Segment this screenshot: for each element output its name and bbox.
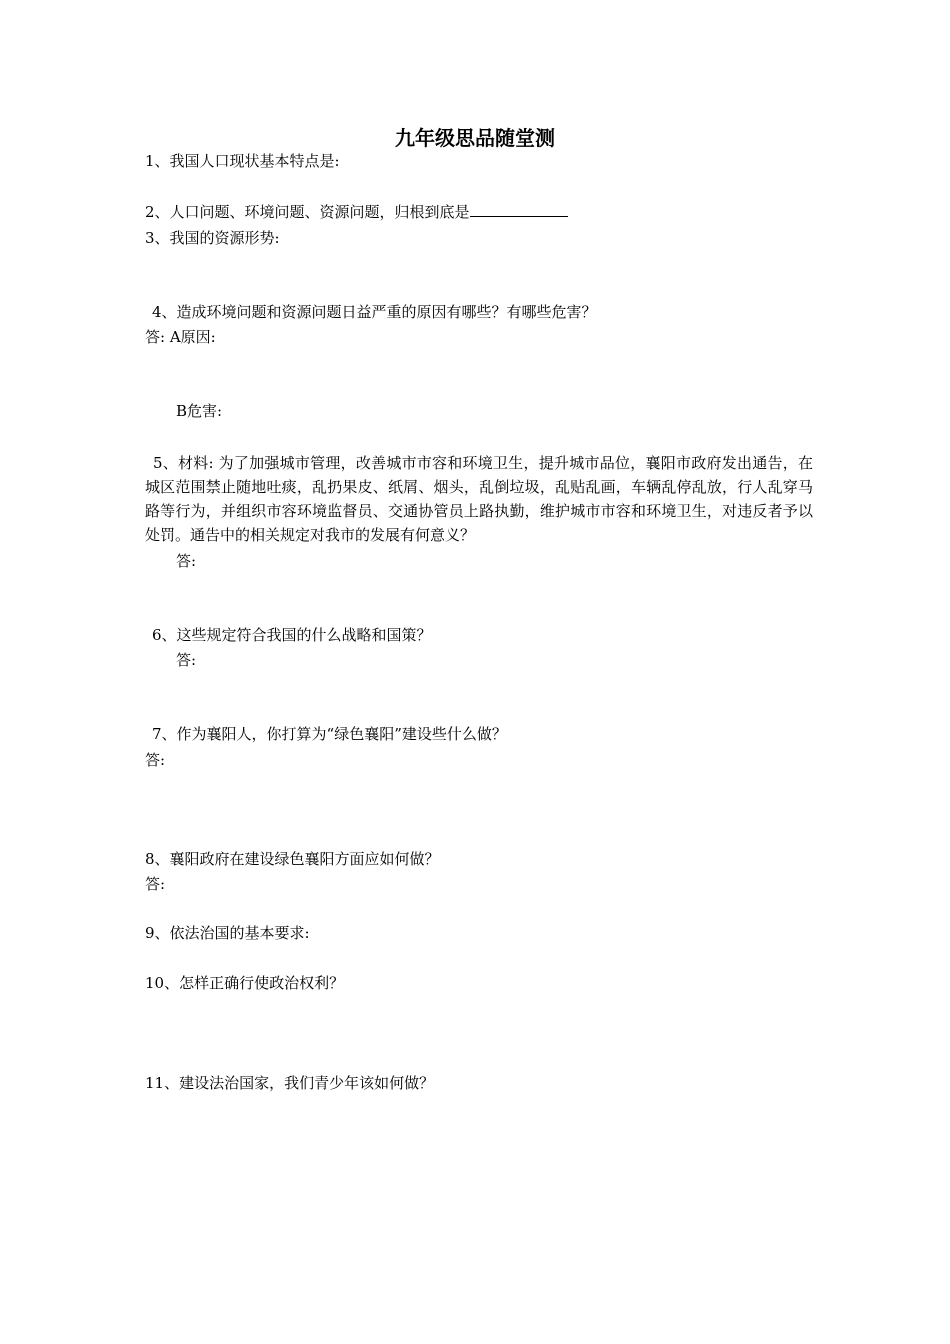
question-7: 7、作为襄阳人，你打算为“绿色襄阳”建设些什么做？ <box>152 725 507 743</box>
question-8-answer: 答: <box>145 875 166 893</box>
page-title: 九年级思品随堂测 <box>395 126 555 150</box>
question-10: 10、怎样正确行使政治权利？ <box>145 974 345 992</box>
question-9: 9、依法治国的基本要求: <box>145 924 310 942</box>
question-4: 4、造成环境问题和资源问题日益严重的原因有哪些？有哪些危害？ <box>152 303 597 321</box>
answer-blank <box>470 202 568 217</box>
question-8: 8、襄阳政府在建设绿色襄阳方面应如何做？ <box>145 850 440 868</box>
question-1: 1、我国人口现状基本特点是: <box>145 152 340 170</box>
question-6-answer: 答: <box>176 651 197 669</box>
question-5-material: 5、材料: 为了加强城市管理，改善城市市容和环境卫生，提升城市品位，襄阳市政府发出通告，在城区范围禁止随地吐痰，乱扔果皮、纸屑、烟头，乱倒垃圾，乱贴乱画，车辆乱停乱放，行人乱穿马路等行为，并组织市容环境监督员、交通协管员上路执勤，维护城市市容和环境卫生，对违反者予以处罚。通告中的相关规定对我市的发展有何意义？ <box>145 454 813 544</box>
question-6: 6、这些规定符合我国的什么战略和国策？ <box>152 626 432 644</box>
question-7-answer: 答: <box>145 751 166 769</box>
question-2 <box>145 202 568 222</box>
question-3: 3、我国的资源形势: <box>145 229 280 247</box>
question-5-answer: 答: <box>176 552 197 570</box>
question-4-answer-a: 答: A原因: <box>145 328 216 346</box>
question-11: 11、建设法治国家，我们青少年该如何做？ <box>145 1074 435 1092</box>
question-4-answer-b: B危害: <box>176 402 223 420</box>
question-2-text: 2、人口问题、环境问题、资源问题，归根到底是 <box>145 203 470 221</box>
